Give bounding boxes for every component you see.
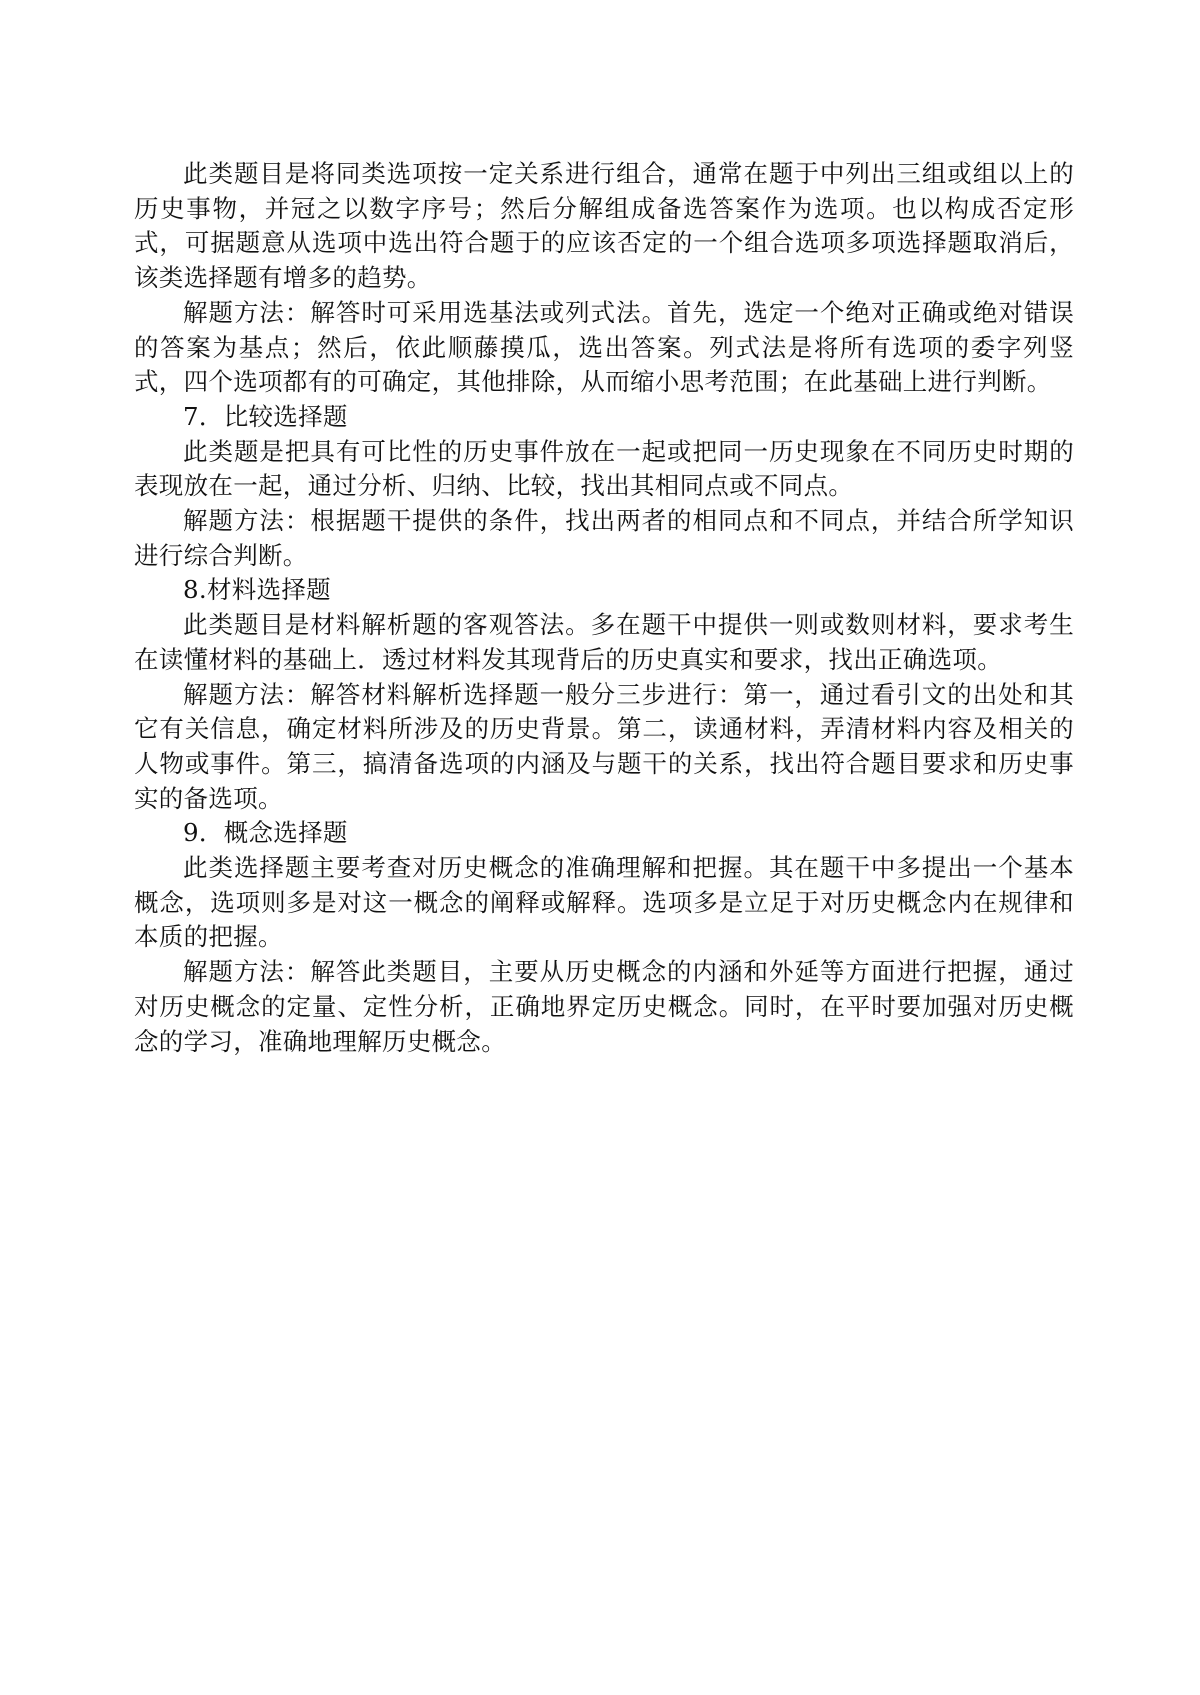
paragraph-material-method: 解题方法：解答材料解析选择题一般分三步进行：第一，通过看引文的出处和其它有关信息，确定材料所涉及的历史背景。第二，读通材料，弄清材料内容及相关的人物或事件。第三，搞清备选项的内涵及与题干的关系，找出符合题目要求和历史事实的备选项。	[134, 679, 1074, 813]
paragraph-combination-method: 解题方法：解答时可采用选基法或列式法。首先，选定一个绝对正确或绝对错误的答案为基点；然后，依此顺藤摸瓜，选出答案。列式法是将所有选项的委字列竖式，四个选项都有的可确定，其他排除，从而缩小思考范围；在此基础上进行判断。	[134, 297, 1074, 397]
paragraph-comparison-intro: 此类题是把具有可比性的历史事件放在一起或把同一历史现象在不同历史时期的表现放在一起，通过分析、归纳、比较，找出其相同点或不同点。	[134, 436, 1074, 501]
paragraph-material-intro: 此类题目是材料解析题的客观答法。多在题干中提供一则或数则材料，要求考生在读懂材料的基础上．透过材料发其现背后的历史真实和要求，找出正确选项。	[134, 610, 1074, 674]
heading-comparison-question: 7．比较选择题	[183, 401, 348, 431]
heading-concept-question: 9．概念选择题	[183, 818, 348, 848]
paragraph-combination-intro: 此类题目是将同类选项按一定关系进行组合，通常在题于中列出三组或组以上的历史事物，并冠之以数字序号；然后分解组成备选答案作为选项。也以构成否定形式，可据题意从选项中选出符合题于的应该否定的一个组合选项多项选择题取消后，该类选择题有增多的趋势。	[134, 159, 1074, 293]
paragraph-concept-method: 解题方法：解答此类题目，主要从历史概念的内涵和外延等方面进行把握，通过对历史概念的定量、定性分析，正确地界定历史概念。同时，在平时要加强对历史概念的学习，准确地理解历史概念。	[134, 957, 1074, 1056]
paragraph-comparison-method: 解题方法：根据题干提供的条件，找出两者的相同点和不同点，并结合所学知识进行综合判断。	[134, 506, 1074, 570]
paragraph-concept-intro: 此类选择题主要考查对历史概念的准确理解和把握。其在题干中多提出一个基本概念，选项则多是对这一概念的阐释或解释。选项多是立足于对历史概念内在规律和本质的把握。	[134, 853, 1074, 952]
heading-material-question: 8.材料选择题	[183, 575, 331, 605]
document-body	[134, 157, 1074, 1059]
